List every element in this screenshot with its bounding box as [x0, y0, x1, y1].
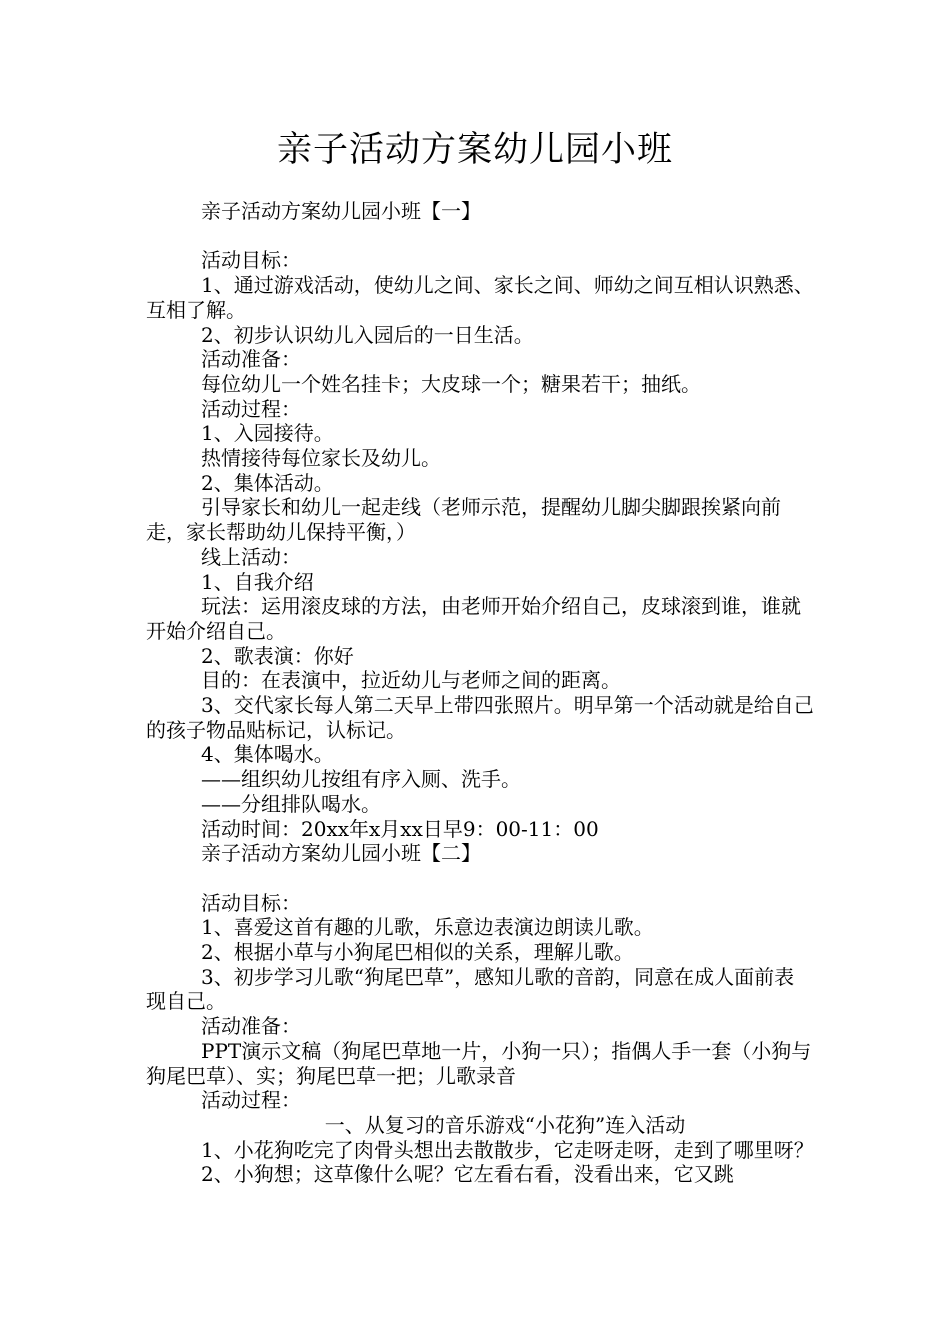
- body-paragraph: 4、集体喝水。: [201, 742, 334, 767]
- body-paragraph: 3、交代家长每人第二天早上带四张照片。明早第一个活动就是给自己的孩子物品贴标记，认标记。: [146, 693, 814, 742]
- body-paragraph: 每位幼儿一个姓名挂卡；大皮球一个；糖果若干；抽纸。: [201, 371, 701, 396]
- body-paragraph: 亲子活动方案幼儿园小班【一】: [201, 199, 481, 223]
- body-paragraph: 2、初步认识幼儿入园后的一日生活。: [201, 322, 534, 347]
- body-paragraph: 引导家长和幼儿一起走线（老师示范，提醒幼儿脚尖脚跟挨紧向前走，家长帮助幼儿保持平衡，）: [146, 495, 781, 545]
- body-paragraph: 2、根据小草与小狗尾巴相似的关系，理解儿歌。: [201, 940, 634, 965]
- body-paragraph: 1、入园接待。: [201, 421, 334, 446]
- body-paragraph: 玩法：运用滚皮球的方法，由老师开始介绍自己，皮球滚到谁，谁就开始介绍自己。: [146, 594, 801, 643]
- body-paragraph: ——分组排队喝水。: [201, 791, 381, 816]
- document-title: 亲子活动方案幼儿园小班: [276, 130, 673, 170]
- body-paragraph: PPT演示文稿（狗尾巴草地一片，小狗一只）；指偶人手一套（小狗与狗尾巴草）、实；狗尾巴草一把；儿歌录音: [146, 1038, 812, 1088]
- blank-line: [146, 224, 814, 249]
- body-paragraph: 活动过程：: [201, 396, 301, 421]
- body-paragraph: 目的：在表演中，拉近幼儿与老师之间的距离。: [201, 668, 621, 693]
- blank-line: [146, 866, 814, 891]
- body-paragraph: 一、从复习的音乐游戏“小花狗”连入活动: [324, 1112, 686, 1137]
- body-paragraph: 活动准备：: [201, 1014, 301, 1039]
- body-paragraph: 热情接待每位家长及幼儿。: [201, 446, 441, 471]
- body-paragraph: 活动时间：20xx年x月xx日早9：00-11：00: [201, 816, 599, 841]
- document-body: [146, 199, 814, 1187]
- body-paragraph: 活动目标：: [201, 248, 301, 273]
- body-paragraph: 线上活动：: [201, 544, 301, 569]
- body-paragraph: 亲子活动方案幼儿园小班【二】: [201, 841, 481, 866]
- body-paragraph: 1、通过游戏活动，使幼儿之间、家长之间、师幼之间互相认识熟悉、互相了解。: [146, 273, 814, 322]
- body-paragraph: 2、小狗想；这草像什么呢？它左看右看，没看出来，它又跳: [201, 1162, 734, 1187]
- body-paragraph: 活动准备：: [201, 347, 301, 372]
- body-paragraph: 活动过程：: [201, 1088, 301, 1113]
- body-paragraph: 1、自我介绍: [201, 569, 314, 594]
- body-paragraph: 活动目标：: [201, 890, 301, 915]
- body-paragraph: 2、歌表演：你好: [201, 643, 354, 668]
- body-paragraph: 3、初步学习儿歌“狗尾巴草”，感知儿歌的音韵，同意在成人面前表现自己。: [146, 964, 795, 1014]
- body-paragraph: 2、集体活动。: [201, 470, 334, 495]
- body-paragraph: 1、喜爱这首有趣的儿歌，乐意边表演边朗读儿歌。: [201, 915, 654, 940]
- body-paragraph: ——组织幼儿按组有序入厕、洗手。: [201, 767, 521, 792]
- body-paragraph: 1、小花狗吃完了肉骨头想出去散散步，它走呀走呀，走到了哪里呀？: [201, 1137, 814, 1162]
